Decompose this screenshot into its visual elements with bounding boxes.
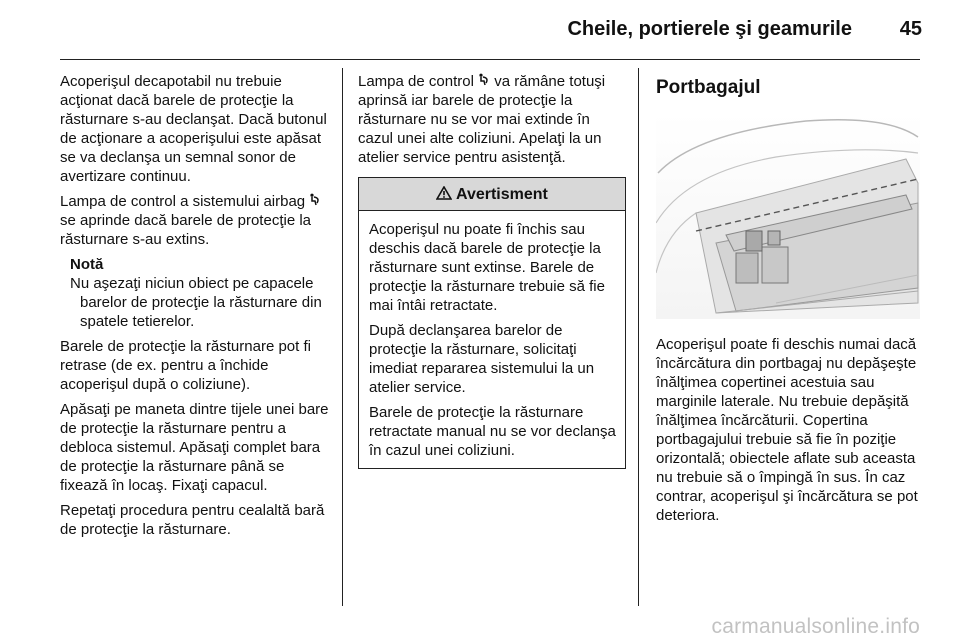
section-heading: Portbagajul [656, 77, 761, 98]
text-column-3 [656, 72, 920, 531]
paragraph-text: Lampa de control [358, 73, 474, 90]
column-divider-1 [342, 68, 343, 606]
watermark-text: carmanualsonline.info [711, 615, 920, 638]
text-column-2 [358, 72, 626, 469]
warning-triangle-icon [436, 186, 456, 203]
paragraph: Apăsaţi pe maneta dintre tijele unei bare de protecţie la răsturnare pentru a debloca sistemul. Apăsaţi complet bara de protecţie la răsturnare până se fixează în locaş. Fixaţi capacul. [60, 401, 329, 494]
warning-text: Acoperişul nu poate fi închis sau deschis dacă barele de protecţie la răsturnare sunt extinse. Barele de protecţie la răsturnare trebuie să fie mai întâi retractate. [369, 221, 605, 314]
note-text: barelor de protecţie la răsturnare din spatele tetierelor. [80, 294, 322, 330]
paragraph [60, 192, 330, 249]
warning-header [359, 178, 625, 211]
paragraph: Repetaţi procedura pentru cealaltă bară de protecţie la răsturnare. [60, 502, 325, 538]
paragraph [358, 72, 626, 167]
warning-text: După declanşarea barelor de protecţie la răsturnare, solicitaţi imediat repararea sistemului la un atelier service. [369, 322, 595, 396]
paragraph-text: Lampa de control a sistemului airbag [60, 193, 306, 210]
page-title: Cheile, portierele şi geamurile [567, 18, 852, 40]
page-number: 45 [899, 18, 922, 40]
airbag-warning-icon [309, 193, 321, 208]
text-column-1 [60, 72, 330, 545]
note-text: Nu aşezaţi niciun obiect pe capacele [70, 275, 314, 292]
paragraph: Acoperişul decapotabil nu trebuie acţionat dacă barele de protecţie la răsturnare s-au declanşat. Dacă butonul de acţionare a acoperişului este apăsat se va declanşa un semnal sonor de avertizare continuu. [60, 73, 327, 185]
paragraph-text: se aprinde dacă barele de protecţie la răsturnare s-au extins. [60, 212, 312, 248]
airbag-warning-icon [478, 73, 490, 88]
paragraph: Acoperişul poate fi deschis numai dacă încărcătura din portbagaj nu depăşeşte înălţimea copertinei acestuia sau marginile laterale. Nu trebuie depăşită înălţimea încărcăturii. Copertina portbagajului trebuie să fie în poziţie orizontală; obiectele aflate sub aceasta nu trebuie să o împingă în sus. În caz contrar, acoperişul şi încărcătura se pot deteriora. [656, 336, 918, 524]
warning-title: Avertisment [455, 186, 548, 203]
header-divider [60, 59, 920, 60]
note-title: Notă [70, 256, 104, 273]
column-divider-2 [638, 68, 639, 606]
paragraph: Barele de protecţie la răsturnare pot fi retrase (de ex. pentru a închide acoperişul după o coliziune). [60, 338, 311, 393]
warning-body [359, 211, 625, 468]
warning-text: Barele de protecţie la răsturnare retractate manual nu se vor declanşa în cazul unei coliziuni. [369, 404, 616, 459]
note-box [60, 255, 330, 331]
paragraph-text: va rămâne totuşi aprinsă iar barele de protecţie la răsturnare nu se vor mai extinde în cazul unei alte coliziuni. Apelaţi la un atelier service pentru asistenţă. [358, 73, 606, 166]
trunk-illustration [656, 113, 920, 319]
warning-box [358, 177, 626, 469]
